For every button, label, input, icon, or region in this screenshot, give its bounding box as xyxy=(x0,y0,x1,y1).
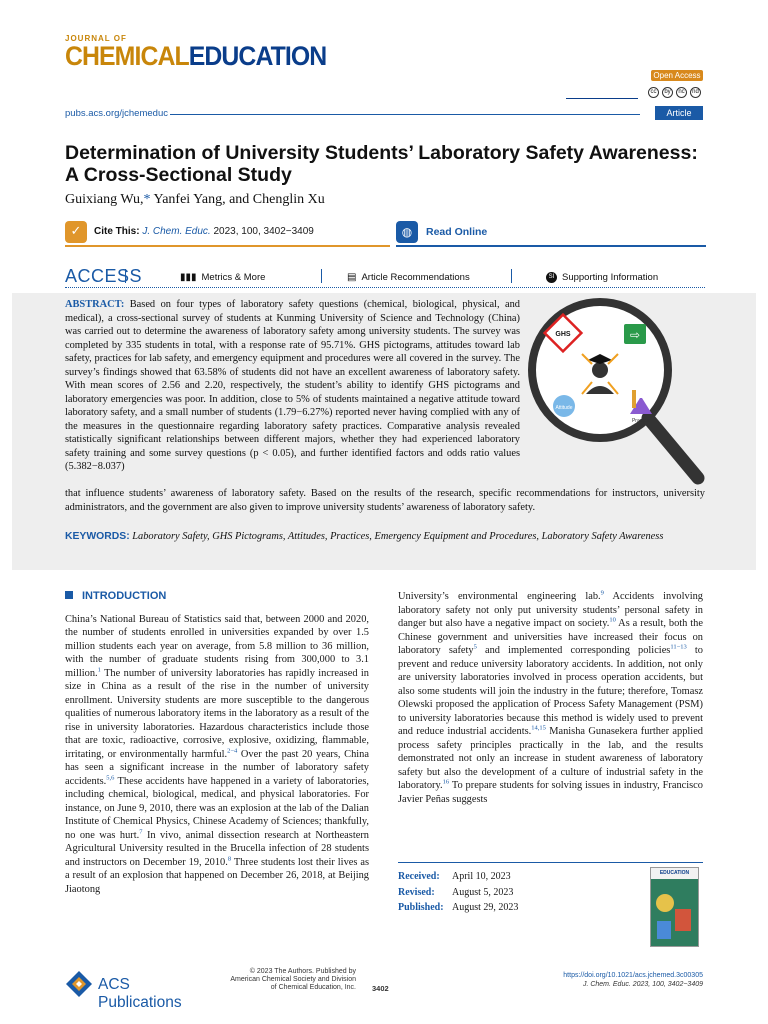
keywords-list: Laboratory Safety, GHS Pictograms, Attitudes, Practices, Emergency Equipment and Procedures, Laboratory Safety Awareness xyxy=(132,531,664,542)
read-online-box[interactable] xyxy=(396,221,706,247)
open-access-badge[interactable]: Open Access xyxy=(651,70,703,81)
journal-url[interactable]: pubs.acs.org/jchemeduc xyxy=(65,108,168,119)
intro-paragraph xyxy=(398,590,703,806)
abstract-label: ABSTRACT: xyxy=(65,299,125,310)
access-separator xyxy=(125,269,126,283)
journal-logo[interactable] xyxy=(65,34,349,69)
attitude-label: Attitude xyxy=(555,405,573,411)
reference-link[interactable]: 14,15 xyxy=(531,724,546,732)
received-label: Received: xyxy=(398,871,440,882)
revised-row xyxy=(398,885,518,901)
body-text: University’s environmental engineering lab. xyxy=(398,591,601,602)
cite-details: 2023, 100, 3402−3409 xyxy=(210,226,314,237)
cite-this-box[interactable] xyxy=(65,221,390,247)
access-separator xyxy=(511,269,512,283)
cite-check-icon: ✓ xyxy=(65,221,87,243)
license-underline xyxy=(566,98,638,99)
body-right-column xyxy=(398,590,703,806)
recommendations-label: Article Recommendations xyxy=(361,272,470,283)
svg-text:⇨: ⇨ xyxy=(629,328,641,342)
abstract-continuation: that influence students’ awareness of laboratory safety. Based on the results of the research, specific recommendations for instructors, university administrators, and the government are also given to improve university students’ awareness of laboratory safety. xyxy=(65,488,705,513)
body-text: As a result, both the Chinese government and universities have increased their focus on laboratory safety xyxy=(398,618,703,656)
reference-link[interactable]: 7 xyxy=(139,828,143,836)
publication-dates xyxy=(398,869,518,916)
authors-rest: Yanfei Yang, and Chenglin Xu xyxy=(150,192,325,207)
journal-logo-small: JOURNAL OF xyxy=(65,34,127,43)
reference-link[interactable]: 5,6 xyxy=(106,774,115,782)
keywords xyxy=(65,530,705,544)
acs-logo-icon xyxy=(65,970,93,998)
journal-logo-part1: CHEMICAL xyxy=(65,41,189,71)
cover-header: EDUCATION xyxy=(651,868,698,879)
section-title: INTRODUCTION xyxy=(82,590,167,602)
reference-link[interactable]: 2−4 xyxy=(227,747,238,755)
article-type-tag: Article xyxy=(655,106,703,120)
published-label: Published: xyxy=(398,902,444,913)
magnifier-handle xyxy=(648,418,698,478)
reference-link[interactable]: 16 xyxy=(442,778,450,786)
body-text: Accidents involving laboratory safety not only put university students’ personal safety in danger but also have a negative impact on society. xyxy=(398,591,703,629)
by-icon: by xyxy=(662,87,673,98)
abstract-body: Based on four types of laboratory safety questions (chemical, biological, physical, and medical), a cross-sectional survey of students at Kunming University of Science and Technology (China) was carried out to determine the awareness of laboratory safety among university students. The survey was completed by 335 students in total, with a response rate of 95.71%. GHS pictograms, attitudes toward lab safety, practices for lab safety, and emergency equipment and procedures were all covered in the survey. The survey’s findings showed that 63.58% of students did not have an excellent awareness of laboratory safety. With mean scores of 2.56 and 2.20, respectively, the student’s ability to identify GHS pictograms and laboratory emergencies was poor. In addition, close to 5% of students maintained a negative attitude toward laboratory safety, and a small number of students (1.79−6.27%) reported never having complied with any of the measures in the questionnaire regarding laboratory safety practices. Comparative analysis revealed statistically significant relationships between different majors, whether they had experienced laboratory safety training and some survey questions (p < 0.05), and further identified factors and odds ratio values (5.382−8.037) xyxy=(65,299,520,472)
reference-link[interactable]: 8 xyxy=(227,855,232,863)
copyright-line: American Chemical Society and Division xyxy=(230,976,356,983)
access-separator xyxy=(321,269,322,283)
journal-logo-part2: EDUCATION xyxy=(188,41,327,71)
reference-link[interactable]: 11−13 xyxy=(670,643,687,651)
practice-label: Practice xyxy=(631,418,651,424)
metrics-link[interactable] xyxy=(180,272,265,283)
author-list xyxy=(65,192,325,208)
read-online-link[interactable]: Read Online xyxy=(426,226,488,238)
si-icon: SI xyxy=(546,272,557,283)
authors-first: Guixiang Wu, xyxy=(65,192,144,207)
reference-link[interactable]: 5 xyxy=(473,643,477,651)
body-text: To prepare students for solving issues in industry, Francisco Javier Peñas suggests xyxy=(398,780,703,805)
body-text: and implemented corresponding policies xyxy=(476,645,671,656)
nc-icon: nc xyxy=(676,87,687,98)
abstract-graphic[interactable] xyxy=(528,298,706,485)
copyright-line: © 2023 The Authors. Published by xyxy=(249,968,356,975)
cite-label: Cite This: xyxy=(94,226,140,237)
cc-icon: cc xyxy=(648,87,659,98)
section-square-icon xyxy=(65,591,73,599)
access-label: ACCESS xyxy=(65,266,143,286)
acs-publications-text: ACS Publications xyxy=(98,976,182,1011)
revised-date: August 5, 2023 xyxy=(452,886,514,898)
received-row xyxy=(398,869,518,885)
globe-icon: ◍ xyxy=(396,221,418,243)
cite-text xyxy=(94,226,314,237)
journal-cover-thumbnail[interactable] xyxy=(650,867,699,947)
footer-citation: J. Chem. Educ. 2023, 100, 3402−3409 xyxy=(582,980,703,988)
body-text: Manisha Gunasekera further applied process safety principles practically in the lab, and the results demonstrated not only an increase in student awareness of laboratory safety but also the development of a culture of industrial safety in the laboratory. xyxy=(398,726,703,791)
published-date: August 29, 2023 xyxy=(452,902,519,913)
abstract-text xyxy=(65,298,520,474)
cite-journal-link[interactable]: J. Chem. Educ. xyxy=(142,226,211,237)
attitude-brain-icon xyxy=(553,395,575,417)
recommendations-link[interactable] xyxy=(347,272,470,283)
reference-link[interactable]: 9 xyxy=(600,589,604,597)
nd-icon: nd xyxy=(690,87,701,98)
emergency-exit-icon xyxy=(624,324,646,344)
article-list-icon: ▤ xyxy=(347,272,357,283)
body-text: Three students lost their lives as a result of an explosion that happened on December 26, 2018, at Beijing Jiaotong xyxy=(65,856,369,895)
journal-logo-main xyxy=(65,43,326,69)
keywords-label: KEYWORDS: xyxy=(65,531,130,542)
body-text: Over the past 20 years, China has seen a significant increase in the number of laboratory safety accidents. xyxy=(65,748,369,787)
ghs-label: GHS xyxy=(555,331,571,338)
body-text: to prevent and reduce university laboratory accidents. In addition, not only are university laboratories involved in process operation accidents, but also some students will join the industry in the future; therefore, Tomasz Olewski proposed the application of Process Safety Management (PSM) to university laboratories because this method is widely used to prevent and reduce industrial accidents. xyxy=(398,645,703,737)
bar-chart-icon: ▮▮▮ xyxy=(180,272,197,283)
corresponding-author-link[interactable]: * xyxy=(143,192,151,207)
header-divider xyxy=(170,114,640,115)
page-number: 3402 xyxy=(372,984,389,993)
doi-link[interactable]: https://doi.org/10.1021/acs.jchemed.3c00305 xyxy=(563,972,703,979)
reference-link[interactable]: 1 xyxy=(97,666,101,674)
reference-link[interactable]: 10 xyxy=(609,616,616,624)
revised-label: Revised: xyxy=(398,886,435,898)
copyright-line: of Chemical Education, Inc. xyxy=(270,984,356,991)
copyright-notice xyxy=(215,968,356,992)
body-text: The number of university laboratories has rapidly increased in size in China as a result of the rise in the number of university enrollment. University students are more susceptible to the dangerous qualities of numerous laboratory items in the laboratory as a result of the rise in university laboratories. Hazardous characteristics include those that are toxic, radioactive, corrosive, explosive, oxidizing, flammable, irritating, or environmentally harmful. xyxy=(65,667,369,760)
published-row xyxy=(398,900,518,916)
footer-doi-block xyxy=(500,972,703,989)
body-left-column xyxy=(65,590,369,896)
acs-publications-logo[interactable] xyxy=(65,968,215,1011)
publication-dates-box xyxy=(398,862,703,962)
supporting-label: Supporting Information xyxy=(562,272,659,284)
license-icons[interactable] xyxy=(566,87,704,99)
intro-paragraph xyxy=(65,613,369,897)
received-date: April 10, 2023 xyxy=(452,871,511,882)
access-bar xyxy=(65,266,705,288)
body-text: These accidents have happened in a variety of laboratories, including chemical, biological, medical, and physical laboratories. For instance, on June 9, 2010, there was an explosion at the lab of the Dalian Institute of Chemical Physics, Chinese Academy of Sciences; thankfully, no one was hurt. xyxy=(65,775,369,841)
metrics-label: Metrics & More xyxy=(201,272,266,283)
cover-art xyxy=(651,879,699,947)
section-heading xyxy=(65,590,369,604)
article-title: Determination of University Students’ Laboratory Safety Awareness: A Cross-Sectional Study xyxy=(65,142,698,186)
body-text: China’s National Bureau of Statistics said that, between 2000 and 2020, the number of students enrolled in universities expanded by over 1.5 million students each year on average, from 5.8 million to 36 million, with the number of graduate students rising from 300,000 to 3.1 million. xyxy=(65,613,369,679)
body-text: In vivo, animal dissection research at Northeastern Agricultural University resulted in the Brucella infection of 28 students and instructors on December 19, 2010. xyxy=(65,829,369,868)
supporting-info-link[interactable] xyxy=(546,272,658,283)
